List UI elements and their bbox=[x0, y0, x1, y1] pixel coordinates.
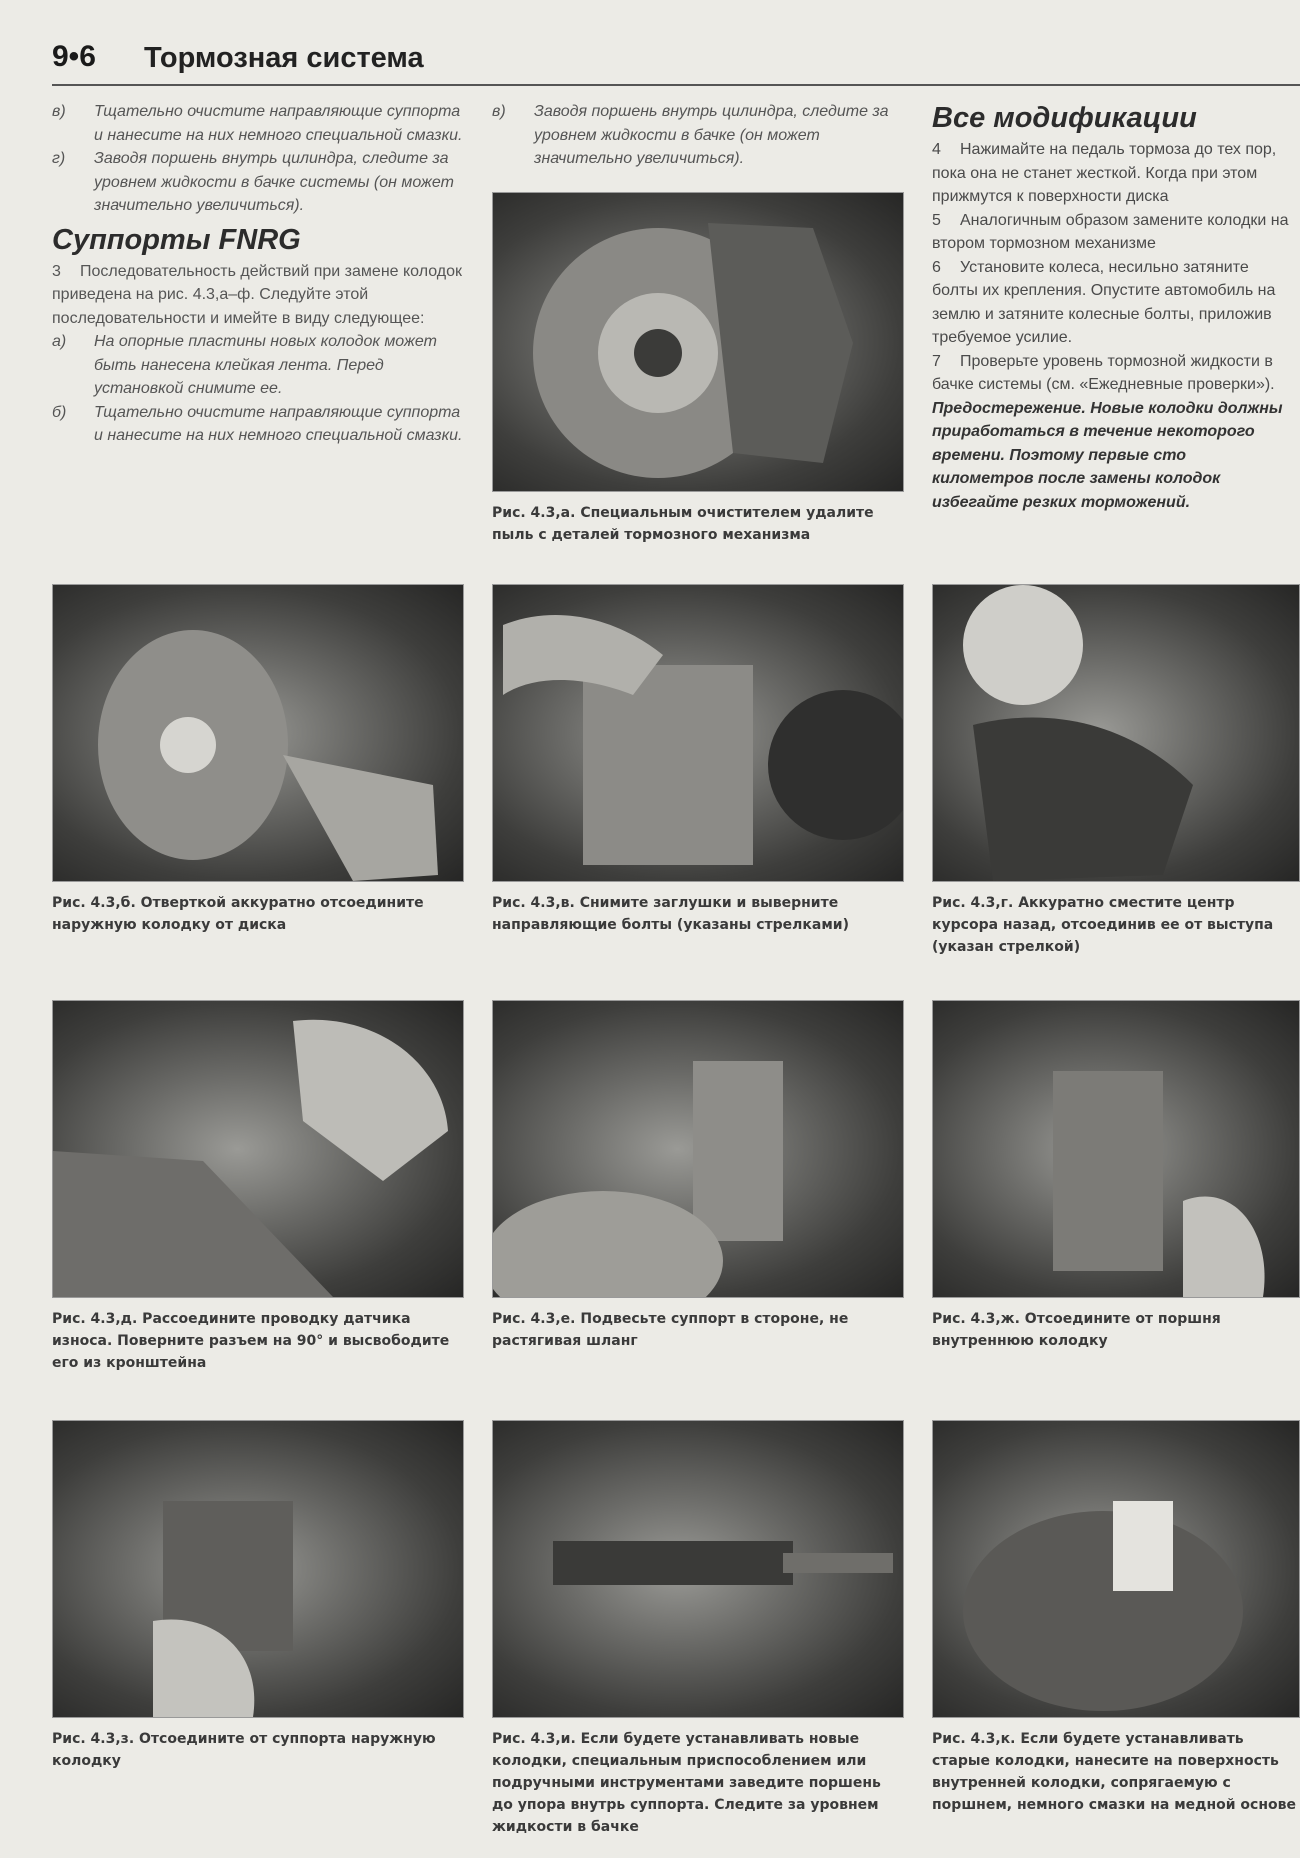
figure-v bbox=[492, 584, 904, 944]
figure-zh bbox=[932, 1000, 1300, 1380]
paragraph-number: 5 bbox=[932, 211, 941, 229]
figure-caption: Рис. 4.3,б. Отверткой аккуратно отсоедините наружную колодку от диска bbox=[52, 895, 424, 933]
warning-note: Предостережение. Новые колодки должны приработаться в течение некоторого времени. Поэтому первые сто километров после замены колодок избегайте резких торможений. bbox=[932, 399, 1283, 511]
paragraph-number: 6 bbox=[932, 258, 941, 276]
figure-a bbox=[492, 192, 904, 544]
caliper-hanging-photo bbox=[492, 1000, 904, 1298]
text-column-1 bbox=[52, 100, 464, 448]
figure-g bbox=[932, 584, 1300, 964]
figure-caption: Рис. 4.3,з. Отсоедините от суппорта наружную колодку bbox=[52, 1731, 436, 1769]
paragraph-number: 7 bbox=[932, 352, 941, 370]
figure-caption: Рис. 4.3,а. Специальным очистителем удалите пыль с деталей тормозного механизма bbox=[492, 505, 874, 543]
item-text: Заводя поршень внутрь цилиндра, следите за уровнем жидкости в бачке (он может значительно увеличиться). bbox=[534, 103, 889, 167]
guide-bolts-photo bbox=[492, 584, 904, 882]
item-marker: а) bbox=[52, 333, 67, 350]
figure-b bbox=[52, 584, 464, 944]
section-heading: Суппорты FNRG bbox=[52, 223, 301, 256]
figure-d bbox=[52, 1000, 464, 1380]
paragraph-text: Последовательность действий при замене колодок приведена на рис. 4.3,а–ф. Следуйте этой последовательности и имейте в виду следующее: bbox=[52, 262, 463, 327]
page-number: 9•6 bbox=[52, 40, 96, 73]
item-text: Заводя поршень внутрь цилиндра, следите за уровнем жидкости в бачке системы (он может значительно увеличиться). bbox=[94, 150, 454, 214]
brake-disc-photo bbox=[492, 192, 904, 492]
paragraph-3 bbox=[52, 260, 464, 331]
text-column-3 bbox=[932, 100, 1292, 514]
paragraph-text: Установите колеса, несильно затяните болты их крепления. Опустите автомобиль на землю и затяните колесные болты, приложив требуемое усилие. bbox=[932, 258, 1276, 346]
paragraph-number: 3 bbox=[52, 262, 61, 280]
item-marker: б) bbox=[52, 403, 67, 421]
piston-tool-photo bbox=[492, 1420, 904, 1718]
figure-caption: Рис. 4.3,и. Если будете устанавливать новые колодки, специальным приспособлением или подручными инструментами заведите поршень до упора внутрь суппорта. Следите за уровнем жидкости в бачке bbox=[492, 1731, 881, 1835]
paragraph-6 bbox=[932, 256, 1292, 350]
list-item-a bbox=[52, 330, 464, 401]
item-marker: г) bbox=[52, 150, 66, 167]
outer-pad-photo bbox=[52, 1420, 464, 1718]
list-item-g bbox=[52, 147, 464, 218]
copper-grease-photo bbox=[932, 1420, 1300, 1718]
item-text: Тщательно очистите направляющие суппорта и нанесите на них немного специальной смазки. bbox=[94, 403, 463, 444]
figure-z bbox=[52, 1420, 464, 1800]
figure-caption: Рис. 4.3,е. Подвесьте суппорт в стороне, не растягивая шланг bbox=[492, 1311, 849, 1349]
item-marker: в) bbox=[492, 103, 506, 120]
figure-i bbox=[492, 1420, 904, 1850]
sensor-wiring-photo bbox=[52, 1000, 464, 1298]
text-column-2 bbox=[492, 100, 904, 171]
inner-pad-photo bbox=[932, 1000, 1300, 1298]
list-item-b bbox=[52, 401, 464, 448]
paragraph-7 bbox=[932, 350, 1292, 397]
figure-caption: Рис. 4.3,в. Снимите заглушки и выверните направляющие болты (указаны стрелками) bbox=[492, 895, 849, 933]
pad-removal-photo bbox=[932, 584, 1300, 882]
paragraph-text: Проверьте уровень тормозной жидкости в бачке системы (см. «Ежедневные проверки»). bbox=[932, 352, 1275, 393]
section-heading: Все модификации bbox=[932, 102, 1197, 134]
item-text: На опорные пластины новых колодок может быть нанесена клейкая лента. Перед установкой снимите ее. bbox=[94, 333, 437, 397]
paragraph-text: Аналогичным образом замените колодки на втором тормозном механизме bbox=[932, 211, 1289, 252]
paragraph-4 bbox=[932, 138, 1292, 209]
item-marker: в) bbox=[52, 103, 66, 120]
figure-k bbox=[932, 1420, 1300, 1850]
figure-caption: Рис. 4.3,к. Если будете устанавливать старые колодки, нанесите на поверхность внутренней колодки, сопрягаемую с поршнем, немного смазки на медной основе bbox=[932, 1731, 1296, 1813]
paragraph-text: Нажимайте на педаль тормоза до тех пор, пока она не станет жесткой. Когда при этом прижмутся к поверхности диска bbox=[932, 141, 1277, 205]
paragraph-number: 4 bbox=[932, 141, 941, 158]
page-header bbox=[52, 34, 1300, 86]
figure-caption: Рис. 4.3,д. Рассоедините проводку датчика износа. Поверните разъем на 90° и высвободите его из кронштейна bbox=[52, 1311, 450, 1371]
figure-e bbox=[492, 1000, 904, 1380]
paragraph-5 bbox=[932, 209, 1292, 256]
section-title: Тормозная система bbox=[144, 42, 424, 74]
list-item-v bbox=[492, 100, 904, 171]
list-item-v bbox=[52, 100, 464, 147]
caliper-photo bbox=[52, 584, 464, 882]
figure-caption: Рис. 4.3,г. Аккуратно сместите центр курсора назад, отсоединив ее от выступа (указан стрелкой) bbox=[932, 895, 1274, 955]
figure-caption: Рис. 4.3,ж. Отсоедините от поршня внутреннюю колодку bbox=[932, 1311, 1221, 1349]
item-text: Тщательно очистите направляющие суппорта и нанесите на них немного специальной смазки. bbox=[94, 103, 463, 144]
